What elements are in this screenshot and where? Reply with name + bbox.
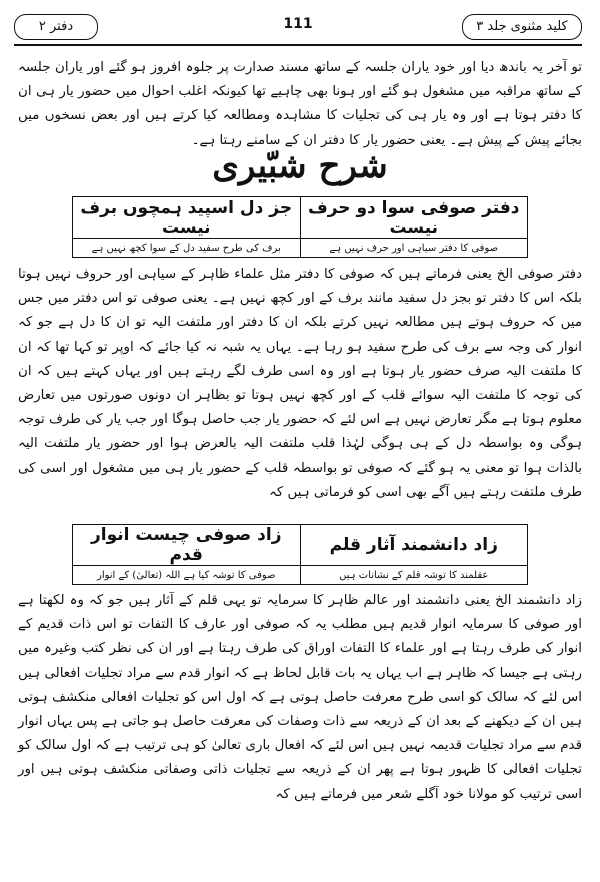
paragraph-commentary-1: دفتر صوفی الخ یعنی فرماتے ہیں کہ صوفی کا دفتر مثل علماء ظاہر کے سیاہی اور حروف نہیں ہوتا بلکہ اس کا دفتر تو بجز دل سفید مانند برف کے اور کچھ نہیں ہے۔ یعنی صوفی تو اس دفتر میں جس میں کہ حروف ہوتے ہیں مطالعہ نہیں کرتے بلکہ ان کا دفتر اور ملتفت الیہ تو ان کا دل ہے جو کہ انوار کی وجہ سے برف کی طرح سفید ہو رہا ہے۔ یہاں یہ شبہ نہ کیا جائے کہ اوپر تو کہا تھا کہ ان کا ملتفت الیہ صرف حضور یار ہوتا ہے اور وہ اسی طرف لگے رہتے ہیں اور یہاں کہتے ہیں کہ ان کی توجہ کا ملتفت الیہ سوائے قلب کے اور کچھ نہیں ہوتا تو بظاہر ان دونوں صورتوں میں تعارض معلوم ہوتا ہے مگر تعارض نہیں ہے اس لئے کہ حضور یار جب حاصل ہوگا اور جب یار کی طرف توجہ ہوگی وہ بواسطہ دل کے ہی ہوگی لہٰذا قلب ملتفت الیہ بالعرض ہوا اور حضور یار ملتفت الیہ بالذات ہوا تو معنی یہ ہو گئے کہ صوفی تو بواسطہ قلب کے حضور یار ہی میں مشغول اور اسی کی طرف ملتفت رہتے ہیں آگے بھی اسی کو فرماتی ہیں کہ [18,267,582,500]
verse-2-gloss-left: صوفی کا توشہ کیا ہے اللہ (تعالیٰ) کے انوار [73,566,301,585]
verse-1-gloss-right: صوفی کا دفتر سیاہی اور حرف نہیں ہے [300,239,528,258]
page-header [14,14,582,46]
paragraph-intro: تو آخر یہ باندھ دیا اور خود یاران جلسہ کے ساتھ مسند صدارت پر جلوہ افروز ہو گئے اور یاران جلسہ کے ساتھ مراقبہ میں مشغول ہو گئے اور ہونا بھی چاہیے تھا کیونکہ اغلب احوال میں حضور یار ہی ان کا دفتر ہوتا ہے اور وہ یار ہی کی تجلیات کا مشاہدہ ومطالعہ کیا کرتے ہیں اور بعض نسخوں میں بجائے پیش کے پیش ہے۔ یعنی حضور یار کا دفتر ان کے سامنے رہتا ہے۔ [18,60,582,148]
verse-1-gloss-left: برف کی طرح سفید دل کے سوا کچھ نہیں ہے [73,239,301,258]
page-number: 111 [283,16,313,32]
verse-table-1 [72,196,528,258]
verse-table-2 [72,524,528,585]
verse-2-misra-right: زاد دانشمند آثار قلم [300,525,528,566]
header-section: دفتر ۲ [14,14,98,40]
verse-2-gloss-right: عقلمند کا توشہ قلم کے نشانات ہیں [300,566,528,585]
verse-1-misra-right: دفتر صوفی سوا دو حرف نیست [300,197,528,239]
header-rule [14,44,582,46]
paragraph-commentary-2: زاد دانشمند الخ یعنی دانشمند اور عالم ظاہر کا سرمایہ تو یہی قلم کے آثار ہیں جو کہ وہ لکھتا ہے اور صوفی کا سرمایہ انوار قدیم ہیں مطلب یہ کہ صوفی اور عارف کا التفات تو اس ذات قدیم کے انوار کی طرف رہتا ہے اور علماء کا التفات اوراق کی طرف رہتا ہے اور ان کی نظر کتب وغیرہ میں رہتی ہے جیسا کہ ظاہر ہے اب یہاں یہ بات قابل لحاظ ہے کہ انوار قدم سے مراد تجلیات افعالی ہیں اس لئے کہ سالک کو اسی طرح معرفت حاصل ہوتی ہے کہ اول اس کو تجلیات افعالی منکشف ہوتی ہیں ان کے دیکھنے کے بعد ان کے ذریعہ سے ذات وصفات کی معرفت حاصل ہو جاتی ہے پس یہاں انوار قدم سے مراد تجلیات قدیمہ نہیں ہیں اس لئے کہ افعال باری تعالیٰ کو ہی ترتیب ہے کہ اول سالک کو تجلیات افعالی کا ظہور ہوتا ہے پھر ان کے ذریعہ سے تجلیات ذاتی وصفاتی منکشف ہوتی ہیں اور اسی ترتیب کو مولانا خود آگلے شعر میں فرماتے ہیں کہ [18,593,582,802]
header-book-title: کلید مثنوی جلد ۳ [462,14,582,40]
verse-2-misra-left: زاد صوفی چیست انوار قدم [73,525,301,566]
verse-1-misra-left: جز دل اسپید ہمچوں برف نیست [73,197,301,239]
section-heading: شرح شبّیری [212,146,388,186]
